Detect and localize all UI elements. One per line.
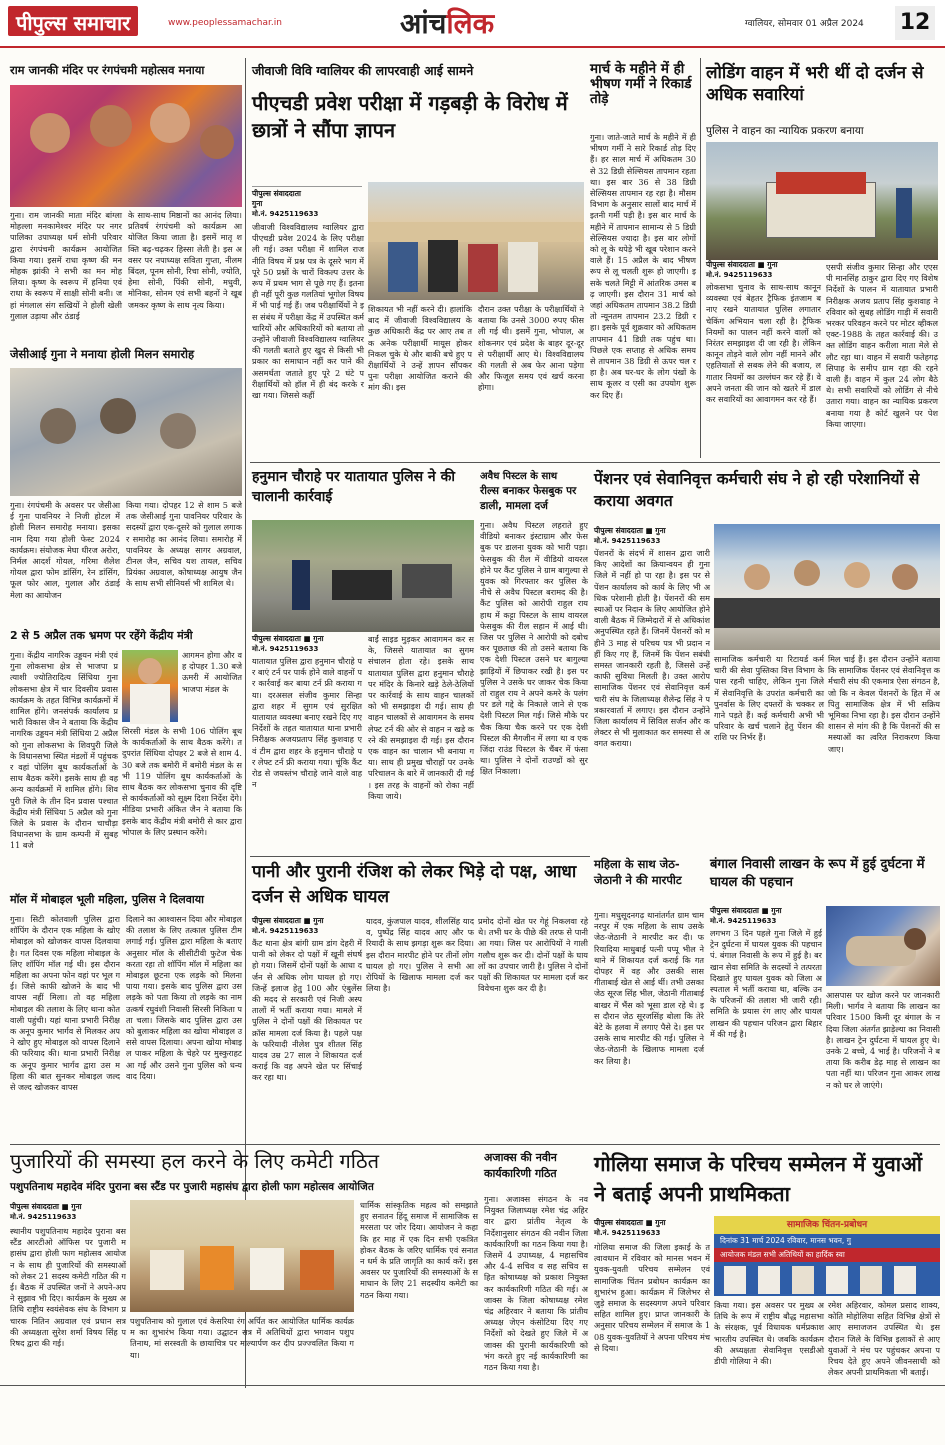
masthead [0,0,945,48]
story11-body-col1: कैंट थाना क्षेत्र बांगी ग्राम डांग देहरी में पानी को लेकर दो पक्षों में खूनी संघर्ष हो गया। जिसमें दोनों पक्षों के आधा दर्जन से अधिक लोग घायल हो गए। जिन्हें इलाज हेतु 100 और एंबुलेंस की मदद से सरकारी एवं निजी अस्पतालों में भर्ती कराया गया। मामले में पुलिस ने दोनों पक्षों की शिकायत पर क्रॉस मामला दर्ज किया है। पहले पक्ष के फरियादी नीलेश पुत्र शीतल सिंह यादव उम्र 27 साल ने शिकायत दर्ज कराई कि वह अपने खेत पर सिंचाई कर रहा था। [252,938,362,1083]
newspaper-logo: पीपुल्स समाचार [8,6,138,36]
byline-mobile: मो.नं. 9425119633 [10,1213,77,1221]
banner-date: दिनांक 31 मार्च 2024 रविवार, मानस भवन, गु [720,1236,851,1245]
website-link[interactable]: www.peoplessamachar.in [168,18,282,28]
story4-body-col2: दिलाने का आश्वासन दिया और मोबाइल की तलाश के लिए तत्काल पुलिस टीम लगाई गई। पुलिस द्वारा महिला के बताए अनुसार मॉल के सीसीटीवी फुटेज चेक करता रहा तो शॉपिंग मॉल में महिला का मोबाइल छूटना एक लड़के को मिलना पाया गया। इसके बाद पुलिस द्वारा उस लड़के को पता किया तो लड़के का नाम उत्कर्ष रघुवंशी निवासी सिरसी निकिता पता चला। जिसके बाद पुलिस द्वारा उसको बुलाकर महिला का खोया मोबाइल उससे वापस दिलाया। अपना खोया मोबाइल पाकर महिला के चेहरे पर मुस्कुराहट आ गई और उसने गुना पुलिस को धन्यवाद दिया। [126,914,242,1081]
story1-headline: राम जानकी मंदिर पर रंगपंचमी महोत्सव मनाया [10,63,205,77]
section-title-b: लिक [446,7,495,40]
story12-headline: महिला के साथ जेठ-जेठानी ने की मारपीट [594,857,682,888]
story8-byline: पीपुल्स संवाददाता ■ गुना मो.नं. 9425119633 [252,634,362,654]
story5-body-col1: जीवाजी विश्वविद्यालय ग्वालियर द्वारा पीएचडी प्रवेश 2024 के लिए परीक्षा ली गई। उक्त परीक्षा में शामिल राजनीति विषय में प्रश्न पत्र के दूसरे भाग में पूरे 50 प्रश्नों के चारों विकल्प उत्तर के रूप में प्रथम भाग से पूछे गए हैं। इतना ही नहीं पूरी कुछ गलतियां भूगोल विषय में भी पाई गई हैं। जब परीक्षार्थियों ने इस संबंध में परीक्षा केंद्र में उपस्थित कर्मचारियों और अधिकारियों को बताया तो उन्होंने जीवाजी विश्वविद्यालय ग्वालियर की गलती बताते हुए खुद से किसी भी प्रकार का समाधान नहीं कर पाने की असमर्थता जताते हुए पूरे 2 घंटे परीक्षार्थियों को हॉल में ही बंद करके रखा गया। जिससे कहीं [252,222,364,401]
byline-name: पीपुल्स संवाददाता [10,1202,59,1211]
section-title [400,4,494,42]
story4-headline: मॉल में मोबाइल भूली महिला, पुलिस ने दिलवाया [10,893,204,906]
story7-headline: लोडिंग वाहन में भरी थीं दो दर्जन से अधिक सवारियां [706,63,924,106]
byline-mobile: मो.नं. 9425119633 [710,917,777,925]
story2-headline: जेसीआई गुना ने मनाया होली मिलन समारोह [10,347,195,361]
story10-byline: पीपुल्स संवाददाता ■ गुना मो.नं. 9425119633 [594,526,709,546]
story9-kicker: अवैध पिस्टल के साथ [480,471,558,482]
byline-mobile: मो.नं. 9425119633 [252,927,319,935]
story8-photo [252,520,474,632]
byline-name: पीपुल्स संवाददाता [252,916,301,925]
byline-name: पीपुल्स संवाददाता [252,189,301,198]
story13-photo [826,906,940,986]
story5-kicker: जीवाजी विवि ग्वालियर की लापरवाही आई सामने [252,63,474,78]
byline-name: पीपुल्स संवाददाता [594,526,643,535]
banner-title: सामाजिक चिंतन-प्रबोधन [714,1216,940,1234]
story3-body-col1: गुना। केंद्रीय नागरिक उड्डयन मंत्री एवं गुना लोकसभा क्षेत्र से भाजपा प्रत्याशी ज्योतिरादित्य सिंधिया गुना लोकसभा क्षेत्र में चार दिवसीय प्रवास कार्यक्रम के तहत विभिन्न कार्यक्रमों में शामिल होंगे। जनसंपर्क कार्यालय प्रभारी विकास जैन ने बताया कि केंद्रीय नागरिक उड्डयन मंत्री सिंधिया 2 अप्रैल को गुना लोकसभा के शिवपुरी जिले के विधानसभा स्थित मंडलों में पहुंचकर वहां पोलिंग बूथ कार्यकर्ताओं के साथ बैठक करेंगे। इसके साथ ही वह अन्य कार्यक्रमों में शामिल होंगे। शिवपुरी जिले के तीन दिन प्रवास पश्चात केंद्रीय मंत्री सिंधिया 5 अप्रैल को गुना जिले के प्रवास के दौरान चाचौड़ा विधानसभा के ग्राम कम्पनी में सुबह 11 बजे [10,650,118,851]
story5-byline [252,186,362,218]
bottom-rule [0,1385,945,1386]
story11-body-col2: यादव, कुंजपाल यादव, शीलसिंह यादव, पुष्पेंद्र सिंह यादव आए और फरियादी के साथ झगड़ा शुरू कर दिया। इस दौरान मारपीट होने पर तीनों लोग घायल हो गए। पुलिस ने सभी आरोपियों के खिलाफ मामला दर्ज कर लिया है। [366,916,474,994]
story5-photo [368,182,584,300]
story4-body-col1: गुना। सिटी कोतवाली पुलिस द्वारा शॉपिंग के दौरान एक महिला के खोए मोबाइल को खोजकर वापस दिलवाया है। गत दिवस एक महिला मोबाइल के लिए शॉपिंग मॉल गई थी। इस दौरान महिला का अपना फोन वहां पर भूल गई। जिसे काफी खोजने के बाद भी वापस नहीं मिला। तो वह महिला मोबाइल की तलाश के लिए थाना कोतवाली पहुंची। यहां थाना प्रभारी निरीक्षक अनूप कुमार भार्गव से मिलकर अपने खोए हुए मोबाइल को वापस दिलाने की फरियाद की। थाना प्रभारी निरीक्षक अनूप कुमार भार्गव द्वारा उस महिला की बात सुनकर मोबाइल जल्द से जल्द खोजकर वापस [10,914,120,1093]
story8-headline: हनुमान चौराहे पर यातायात पुलिस ने की चालानी कार्रवाई [252,469,455,505]
story8-body-col2: बाईं साइड मुड़कर आवागमन कर सके, जिससे यातायात का सुगम संचालन होता रहे। इसके साथ यातायात पुलिस द्वारा हनुमान चौराहे पर मंदिर के किनारे खड़े ठेले-ठेलियों पर कार्रवाई के साथ वाहन चालकों को भी समझाइश दी गई। साथ ही वाहन चालकों से आवागमन के समय लेफ्ट टर्न की ओर से वाहन न खड़े करने की समझाइश दी गई। इस दौरान एक वाहन का चालान भी बनाया गया। साथ ही प्रमुख चौराहों पर उनके परिचालन के बारे में जानकारी दी गई। इस तरह के वाहनों को रोका नहीं किया जाये। [368,634,474,801]
story14-headline: पुजारियों की समस्या हल करने के लिए कमेटी गठित [10,1149,379,1173]
column-rule [700,58,701,458]
story7-byline: पीपुल्स संवाददाता ■ गुना मो.नं. 9425119633 [706,260,821,280]
story14-subhead: पशुपतिनाथ महादेव मंदिर पुराना बस स्टैंड पर पुजारी महासंघ द्वारा होली फाग महोत्सव आयोजित [10,1181,374,1193]
byline-place: गुना [771,906,782,915]
byline-name: पीपुल्स संवाददाता [594,1218,643,1227]
story11-headline: पानी और पुरानी रंजिश को लेकर भिड़े दो पक्ष, आधा दर्जन से अधिक घायल [252,862,577,907]
byline-place: गुना [71,1202,82,1211]
byline-place: गुना [767,260,778,269]
byline-name: पीपुल्स संवाददाता [252,634,301,643]
story5-headline: पीएचडी प्रवेश परीक्षा में गड़बड़ी के विरोध में छात्रों ने सौंपा ज्ञापन [252,91,568,142]
page-number: 12 [895,6,935,40]
story13-body-col1: लगभग 3 दिन पहले गुना जिले में हुई ट्रेन दुर्घटना में घायल युवक की पहचान पं. बंगाल निवासी के रूप में हुई है। बरखान सेवा समिति के सदस्यों ने तत्परता दिखाते हुए घायल युवक को जिला अस्पताल में भर्ती कराया था, बल्कि उनके परिजनों की तलाश भी जारी रही। समिति के प्रयास रंग लाए और घायल लाखन की पहचान परिजन द्वारा बिहार में की गई है। [710,928,822,1039]
story14-body-col1: स्थानीय पशुपतिनाथ महादेव पुराना बस स्टैंड आरटीओ ऑफिस पर पुजारी महासंघ द्वारा होली फाग महोत्सव आयोजन के साथ ही पुजारियों की समस्याओं को लेकर 21 सदस्य कमेटी गठित की गई। बैठक में उपस्थित जनों ने अपने-अपने सुझाव भी दिए। कार्यक्रम के मुख्य अतिथि राष्ट्रीय स्वयंसेवक संघ के विभाग प्रचारक नितिन अग्रवाल एवं प्रधान सत्र की अध्यक्षता सुरेश शर्मा विषय सिंह परिषद द्वारा की गई। [10,1226,126,1349]
section-title-a: आंच [400,7,447,40]
story1-body-col2: के साथ-साथ मिष्ठानों का आनंद लिया। प्रतिवर्ष रंगपंचमी को कार्यक्रम आयोजित किया जाता है। इसमें मातृ शक्ति बढ़-चढ़कर हिस्सा लेती है। इस अवसर पर नपाध्यक्ष सविता गुप्ता, नीलम बिंदल, पूनम सोनी, रिचा सोनी, ज्योति, हेमा सोनी, पिंकी सोनी, मधुवी, मोनिका, सोनम एवं सभी बहनों ने खूब जमकर कृष्ण के साथ नृत्य किया। [128,210,242,310]
story7-body-col2: एसपी संजीव कुमार सिन्हा और एएसपी मानसिंह ठाकुर द्वारा दिए गए विशेष निर्देशों के पालन में यातायात प्रभारी निरीक्षक अजय प्रताप सिंह कुशवाह ने रविवार को सुबह लोडिंग गाड़ी में सवारी भरकर परिवहन करने पर मोटर व्हीकल एक्ट-1988 के तहत कार्रवाई की। उक्त लोडिंग वाहन करीला माता मेले से लौट रहा था। वाहन में सवारी फतेहगढ़ सिपाह के समीप ग्राम रहा की रहने वाली हैं। वाहन में कुल 24 लोग बैठे थे। सभी सवारियों को लोडिंग से नीचे उतारा गया। वाहन का न्यायिक प्रकरण बनाया गया है कोर्ट खुलने पर पेश किया जाएगा। [826,262,938,429]
story8-body-col1: यातायात पुलिस द्वारा हनुमान चौराहे पर बाएं टर्न पर पार्क होने वाले वाहनों पर कार्रवाई कर बाया टर्न फ्री कराया गया। दरअसल संजीव कुमार सिन्हा द्वारा शहर में सुगम एवं सुरक्षित यातायात व्यवस्था बनाए रखने दिए गए निर्देशों के तहत यातायात थाना प्रभारी निरीक्षक अजयप्रताप सिंह कुशवाह एवं टीम द्वारा शहर के हनुमान चौराहे पर लेफ्ट टर्न फ्री कराया गया। चूंकि कैंट रोड से जयस्तंभ चौराहे जाने वाले वाहन [252,656,362,790]
story3-body-col2b: सिरसी मंडल के सभी 106 पोलिंग बूथ के कार्यकर्ताओं के साथ बैठक करेंगे। तदुपरांत सिंधिया दोपहर 2 बजे से शाम 4.30 बजे तक बमोरी में बमोरी मंडल के सभी 119 पोलिंग बूथ कार्यकर्ताओं के साथ बैठक कर लोकसभा चुनाव की दृष्टि से कार्यकर्ताओं को सूक्ष्म दिशा निर्देश देंगे। मीडिया प्रभारी अंकित जैन ने बताया कि इसके बाद केंद्रीय मंत्री बमोरी से कार द्वारा भोपाल के लिए प्रस्थान करेंगे। [122,726,242,837]
story1-photo [10,85,242,207]
byline-name: पीपुल्स संवाददाता [710,906,759,915]
story14-photo [130,1200,354,1312]
story5-body-col2: शिकायत भी नहीं करने दी। हालांकि बाद में जीवाजी विश्वविद्यालय के कुछ अधिकारी केंद्र पर आए तब तक अनेक परीक्षार्थी मायूस होकर निकल चुके थे और बाकी बचे हुए परीक्षार्थियों ने उन्हें ज्ञापन सौंपकर पुनः परीक्षा आयोजित कराने की मांग की। इस [368,304,472,393]
dateline: ग्वालियर, सोमवार 01 अप्रैल 2024 [745,19,864,29]
story11-body-col3: प्रमोद दोनों खेत पर गेहूं निकलवा रहे थे। तभी घर के पीछे की तरफ से पानी आ गया। जिस पर आरोपियों ने गाली गलौच शुरू कर दी। दोनों पक्षों के घायलों का उपचार जारी है। पुलिस ने दोनों पक्षों की शिकायत पर मामला दर्ज कर विवेचना शुरू कर दी है। [478,916,588,994]
story16-body-col1: गोलिया समाज की जिला इकाई के तत्वावधान में रविवार को मानस भवन में युवक-युवती परिचय सम्मेलन एवं सामाजिक चिंतन प्रबोधन कार्यक्रम का शुभारंभ हुआ। कार्यक्रम में जिलेभर से जुड़े समाज के सदस्यगण अपने परिवार सहित शामिल हुए। प्राप्त जानकारी के अनुसार परिचय सम्मेलन में समाज के 108 युवक-युवतियों ने अपना परिचय मंच से दिया। [594,1242,710,1353]
story6-body: गुना। जाते-जाते मार्च के महीने में ही भीषण गर्मी ने सारे रिकार्ड तोड़ दिए हैं। हर साल मार्च में अधिकतम 30 से 32 डिग्री सेल्सियस तापमान रहता था। इस बार 36 से 38 डिग्री सेल्सियस तापमान रह रहा है। मौसम विभाग के अनुसार सालों बाद मार्च में इतनी गर्मी पड़ी है। इस बार मार्च के महीने में तापमान सामान्य से 5 डिग्री सेल्सियस ज्यादा है। इस बार लोगों को लू के थपेड़े भी खूब परेशान करने वाले हैं। 15 अप्रैल के बाद भीषण रूप से लू चलती शुरू हो जाएगी। इसके चलते मिट्टी में आंतरिक उमस बढ़ जाएगी। इस दौरान 31 मार्च को जहां अधिकतम तापमान 38.2 डिग्री तो न्यूनतम तापमान 23.2 डिग्री रहा। इसके पूर्व शुक्रवार को अधिकतम तापमान 41 डिग्री तक पहुंच था। पिछले एक सप्ताह से अधिक समय से तापमान 38 डिग्री से ऊपर चल रहा है। अब घर-घर के लोग पंखों के साथ कूलर व एसी का उपयोग शुरू कर दिए हैं। [590,132,696,400]
story9-body: गुना। अवैध पिस्टल लहराते हुए वीडियो बनाकर इंस्टाग्राम और फेसबुक पर डालना युवक को भारी पड़ा। फेसबुक की रील में वीडियो वायरल होने पर कैंट पुलिस ने ग्राम बागुल्या से युवक को गिरफ्तार कर पुलिस के नीचे से अवैध पिस्टल बरामद की है। कैंट पुलिस को आरोपी राहुल राय हाथ में कट्टा पिस्टल के साथ वायरल फेसबुक की रील सहान में आई थी। जिस पर पुलिस ने आरोपी को दबोचकर पूछताछ की तो उसने बताया कि एक देशी पिस्टल उसने घर बागुल्या झाड़ियों में छिपाकर रखी है। इस पर पुलिस ने उसके घर जाकर चेक किया तो राहुल राय ने अपने कमरे के पलंग पर डले गद्दे के निकाले जाने से एक देशी पिस्टल मिल गई। जिसे मौके पर चैक किया चैक करने पर एक देशी पिस्टल की मैगजीन में लगा था व एक जिंदा राउंड पिस्टल के चैंबर में फंसा था। पुलिस ने दोनों राउण्डों को सुरक्षित निकाला। [480,520,588,777]
story2-body-col1: गुना। रंगपंचमी के अवसर पर जेसीआई गुना पावनियर ने निजी होटल में होली मिलन समारोह मनाया। इसका नाम दिया गया होली फेस्ट 2024 कार्यक्रम। संयोजक मेघा धीरज अरोरा, निर्मल आदर्श गोयल, गरिमा शैलेश गोयल द्वारा फोम डांसिंग, रेन डांसिंग, फूल फोर आल, गुलाल और ठंडाई मेला का आयोजन [10,500,120,600]
story2-body-col2: किया गया। दोपहर 12 से शाम 5 बजे तक जेसीआई गुना पावनियर परिवार के सदस्यों द्वारा एक-दूसरे को गुलाल लगाकर समारोह का आनंद लिया। समारोह में पावनियर के अध्यक्ष सागर अग्रवाल, टीनल जैन, सचिव यश तायल, सचिव प्रियंका अग्रवाल, कोषाध्यक्ष आयुष जैन के साथ सभी सीनियर्स भी शामिल थे। [126,500,242,589]
story10-body-col1: पेंशनरों के संदर्भ में शासन द्वारा जारी किए आदेशों का क्रियान्वयन ही गुना जिले में नहीं हो पा रहा है। इस पर से पेंशन कार्यालय को कार्य के लिए भी अधिक परेशानी होती है। पेंशनरों की समस्याओं पर निदान के लिए आयोजित होने वाली बैठक में जिम्मेदारों में से अधिकांश अनुपस्थित रहते हैं। जिनमें पेंशनरों को महीने 3 माह से परिचय पत्र भी प्रदान नहीं किए गए हैं, जिनमें कि पेंशन सबंधी समस्त जानकारी रहती है, जिससे उन्हें काफी सुविधा मिलती है। उक्त आरोप सामाजिक पेंशनर एवं सेवानिवृत्त कर्मचारी संघ के जिलाध्यक्ष शैलेन्द्र सिंह ने पत्रकारवार्ता में लगाए। इस दौरान उन्होंने जिला कार्यालय में सिविल सर्जन और कलेक्टर से भी मुलाकात कर समस्या से अवगत कराया। [594,548,710,749]
story15-body: गुना। अजाक्स संगठन के नव नियुक्त जिलाध्यक्ष रमेश चंद्र अहिरवार द्वारा प्रांतीय नेतृत्व के निर्देशानुसार संगठन की नवीन जिला कार्यकारिणी का गठन किया गया है। जिसमें 4 उपाध्यक्ष, 4 महासचिव और 4-4 सचिव व सह सचिव सहित कोषाध्यक्ष को प्रकाश नियुक्त कर कार्यकारिणी गठित की गई। अजाक्स के जिला कोषाध्यक्ष रमेश चंद्र अहिरवार ने बताया कि प्रांतीय अध्यक्ष जेएन कंसोटिया दिए गए निर्देशों को देखते हुए जिले में अजाक्स की पुरानी कार्यकारिणी को भंग करते हुए नई कार्यकारिणी का गठन किया गया है। [484,1194,588,1373]
story2-photo [10,368,242,496]
story6-headline: मार्च के महीने में ही भीषण गर्मी ने रिकार्ड तोड़े [590,61,692,108]
story10-body-col2: सामाजिक कर्मचारी या रिटायर्ड कर्मचारी की सेवा पुस्तिका वित्त विभाग के पास रहनी चाहिए, लेकिन गुना जिले में सेवानिवृत्ति के उपरांत कर्मचारी का पुनर्वास के लिए दफ्तरों के चक्कर लगाने पड़ते हैं। कई कर्मचारी अभी भी परिवार के खर्च चलाने हेतु पेंशन की राशि पर निर्भर हैं। [714,654,824,743]
story3-headline: 2 से 5 अप्रैल तक भ्रमण पर रहेंगे केंद्रीय मंत्री [10,629,193,642]
story15-headline: अजाक्स की नवीन कार्यकारिणी गठित [484,1151,557,1180]
byline-mobile: मो.नं. 9425119633 [594,1229,661,1237]
story7-photo [706,142,938,260]
byline-place: गुना [313,634,324,643]
byline-place: गुना [252,199,263,208]
section-rule [250,462,940,463]
section-rule [10,1144,940,1145]
byline-mobile: मो.नं. 9425119633 [594,537,661,545]
story13-body-col2: आसपास पर खोज करने पर जानकारी मिली। भार्गव ने बताया कि लाखन का परिवार 1500 किमी दूर बंगाल के नदिया जिला अंतर्गत झाड़ेल्या का निवासी है। लाखन ट्रेन दुर्घटना में घायल हुए थे। उनके 2 बच्चे, 4 भाई है। परिजनों ने बताया कि करीब डेढ़ माह से लाखन का पता नहीं था। परिजन गुना आकर लाखन को घर ले जाएंगे। [826,990,940,1090]
byline-name: पीपुल्स संवाददाता [706,260,755,269]
story7-body-col1: लोकसभा चुनाव के साथ-साथ कानून व्यवस्था एवं बेहतर ट्रैफिक इंतजाम बनाए रखने यातायात पुलिस लगातार चेकिंग अभियान चला रही है। ट्रैफिक नियमों का पालन नहीं करने वालों को निरंतर समझाइश दी जा रही है। लेकिन कानून तोड़ने वाले लोग नहीं मानने और एहतियातों से सबक लेने की बजाय, लगातार नियमों का उल्लंघन कर रहे हैं। वे अपने जनता की जान को खतरे में डालकर सवारियों का आवागमन कर रहे हैं। [706,282,821,405]
story14-body-col3: धार्मिक सांस्कृतिक महत्व को समझाते हुए सनातन हिंदू समाज में सामाजिक समरसता पर जोर दिया। आयोजन ने कहा कि हर माह में एक दिन सभी एकत्रित होकर बैठक के जरिए धार्मिक एवं सनातन धर्म के प्रति जागृति का कार्य करें। इस अवसर पर पुजारियों की समस्याओं के समाधान के लिए 21 सदस्यीय कमेटी का गठन किया गया। [360,1200,478,1300]
byline-place: गुना [655,1218,666,1227]
story10-body-col3: मिल चाई हैं। इस दौरान उन्होंने बताया कि सामाजिक पेंशनर एवं सेवानिवृत्त कर्मचारी संघ की एकमात्र ऐसा संगठन है, जो कि न केवल पेंशनरों के हित में अपितु सामाजिक क्षेत्र में भी सक्रिय भूमिका निभा रहा है। इस दौरान उन्होंने शासन से मांग की है कि पेंशनरों की समस्याओं का त्वरित निराकरण किया जाए। [828,654,940,754]
story11-byline: पीपुल्स संवाददाता ■ गुना मो.नं. 9425119633 [252,916,362,936]
byline-mobile: मो.नं. 9425119633 [252,210,319,218]
story16-photo [714,1216,940,1296]
story13-headline: बंगाल निवासी लाखन के रूप में हुई दुर्घटना में घायल की पहचान [710,857,925,891]
story16-body-col3: रमेश अहिरवार, कोमल प्रसाद शाक्य, कोति मोहोलिया सहित विभिन्न क्षेत्रों से आए समाजजन उपस्थित थे। इस दौरान जिले के विभिन्न इलाकों से आए युवाओं ने मंच पर पहुंचकर अपना परिचय देते हुए अपने जीवनसाथी को लेकर अपनी प्राथमिकता भी बताई। [828,1300,940,1378]
story12-body: गुना। मधुसूदनगढ़ थानांतर्गत ग्राम चामनरपुर में एक महिला के साथ उसके जेठ-जेठानी ने मारपीट कर दी। फरियादिया माधुबाई पत्नी पप्पू भील ने थाने में शिकायत दर्ज कराई कि गत दोपहर में वह और उसकी सास गीताबाई खेत से आई थीं। तभी उसका जेठ सूरज सिंह भील, जेठानी गीताबाई बाखर में भैंस को भूसा डाल रहे थे। इस दौरान जेठ सूरजसिंह बोला कि तेरे बेटे के हलवा में लगाए पैसे दे। इस पर उसके साथ मारपीट की गई। पुलिस ने जेठ-जेठानी के खिलाफ मामला दर्ज कर लिया है। [594,910,704,1066]
story5-body-col3: दौरान उक्त परीक्षा के परीक्षार्थियों ने बताया कि उनसे 3000 रुपए फीस ली गई थी। इसमें गुना, भोपाल, अशोकनगर एवं प्रदेश के बाहर दूर-दूर से परीक्षार्थी आए थे। विश्वविद्यालय की गलती से अब फेर आना पड़ेगा और फिजूल समय एवं खर्च करना होगा। [478,304,584,393]
story16-byline: पीपुल्स संवाददाता ■ गुना मो.नं. 9425119633 [594,1218,710,1240]
story10-headline: पेंशनर एवं सेवानिवृत्त कर्मचारी संघ ने हो रही परेशानियों से कराया अवगत [594,470,920,511]
byline-mobile: मो.नं. 9425119633 [252,645,319,653]
story16-body-col2: किया गया। इस अवसर पर मुख्य अतिथि के रूप में राष्ट्रीय बौद्ध महासभा के संरक्षक, पूर्व विधायक धर्मप्रकाश भारतीय उपस्थित थे। जबकि कार्यक्रम की अध्यक्षता सेवानिवृत्त एसडीओ डीपी गोलिया ने की। [714,1300,824,1367]
story7-subhead: पुलिस ने वाहन का न्यायिक प्रकरण बनाया [706,125,864,137]
byline-place: गुना [313,916,324,925]
story1-body-col1: गुना। राम जानकी माता मंदिर बांग्ला मोहल्ला मनकामेश्वर मंदिर पर नगर पालिका उपाध्यक्ष धर्म सोनी परिवार द्वारा रंगपंचमी कार्यक्रम आयोजित किया गया। इसमें राधा कृष्ण की मनमोहक झांकी ने सभी का मन मोह लिया। कृष्ण के स्वरूप में हनिया एवं राधा के स्वरूप में साक्षी सोनी बनी। जहां मंगलाल संग सखियों ने होली खेली गुलाल उड़ाया और ठंडाई [10,210,122,321]
byline-mobile: मो.नं. 9425119633 [706,271,773,279]
story13-byline: पीपुल्स संवाददाता ■ गुना मो.नं. 9425119633 [710,906,825,926]
story10-photo [714,524,940,650]
story3-body-col2a: आगमन होगा और वह दोपहर 1.30 बजे ऊमरी में आयोजित भाजपा मंडल के [182,650,242,694]
banner-welcome: आयोजक मंडल सभी अतिथियों का हार्दिक स्वा [714,1248,940,1262]
story3-portrait [122,650,178,722]
story14-byline: पीपुल्स संवाददाता ■ गुना मो.नं. 9425119633 [10,1202,126,1224]
section-rule [250,856,590,857]
story16-headline: गोलिया समाज के परिचय सम्मेलन में युवाओं ने बताई अपनी प्राथमिकता [594,1152,923,1206]
byline-place: गुना [655,526,666,535]
story9-headline: रील्स बनाकर फेसबुक पर डाली, मामला दर्ज [480,485,577,512]
story14-body-col2: पशुपतिनाथ को गुलाल एवं केसरिया रंग अर्पित कर आयोजित धार्मिक कार्यक्रम का शुभारंभ किया गया। उद्घाटन सत्र में अतिथियों द्वारा भगवान पशुपतिनाथ, मां सरस्वती के छायाचित्र पर माल्यार्पण कर दीप प्रज्ज्वलित किया गया। [130,1316,354,1360]
